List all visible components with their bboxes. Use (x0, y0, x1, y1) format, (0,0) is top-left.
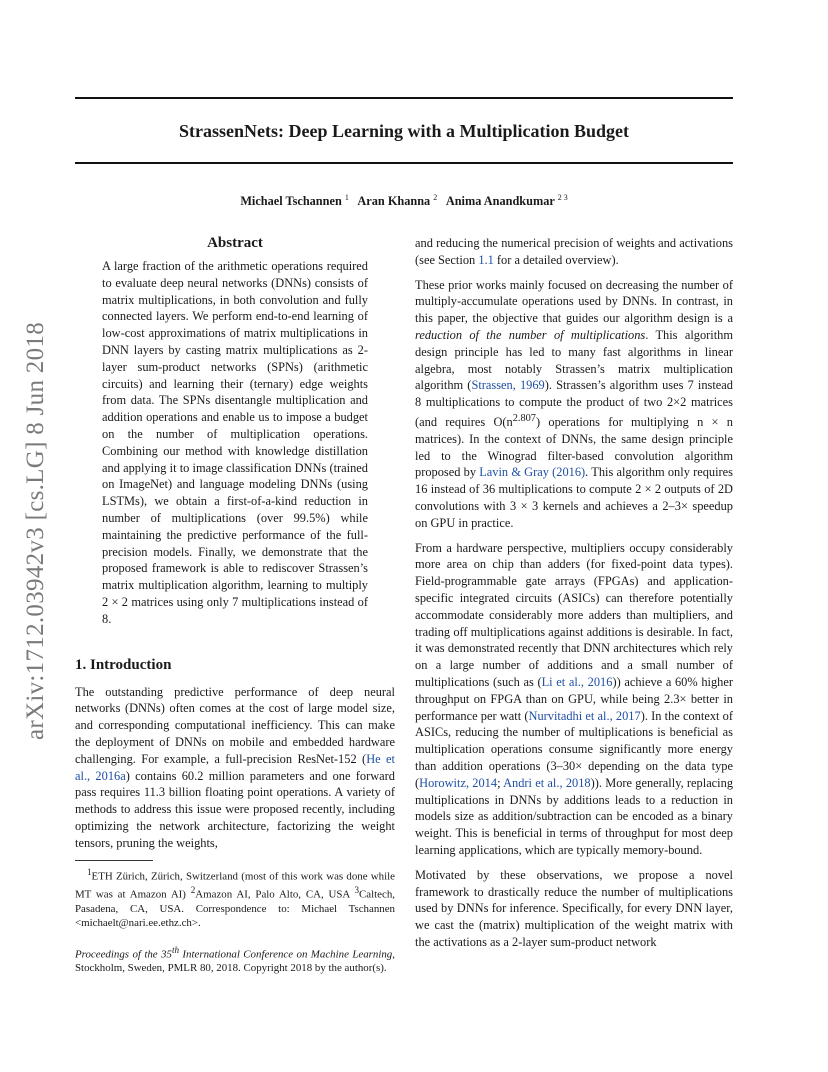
top-rule (75, 97, 733, 99)
abstract-text: A large fraction of the arithmetic operations required to evaluate deep neural networks (DNNs) consists of matrix multiplications, in both convolution and fully connected layers. We perform end-to-end learning of low-cost approximations of matrix multiplications in DNN layers by casting matrix multiplications as 2-layer sum-product networks (SPNs) (arithmetic circuits) and learning their (ternary) edge weights from data. The SPNs disentangle multiplication and addition operations and enable us to impose a budget on the number of multiplication operations. Combining our method with knowledge distillation and applying it to image classification DNNs (trained on ImageNet) and language modeling DNNs (using LSTMs), we obtain a first-of-a-kind reduction in number of multiplications (over 99.5%) while maintaining the predictive performance of the full-precision models. Finally, we demonstrate that the proposed framework is able to rediscover Strassen’s matrix multiplication algorithm, learning to multiply 2 × 2 matrices using only 7 multiplications instead of 8. (102, 259, 368, 626)
section-heading-introduction: 1. Introduction (75, 656, 172, 673)
arxiv-stamp: arXiv:1712.03942v3 [cs.LG] 8 Jun 2018 (22, 322, 49, 740)
author-list (75, 193, 733, 209)
citation-link[interactable]: Strassen, 1969 (471, 378, 545, 393)
right-column (415, 235, 733, 951)
intro-paragraph: Motivated by these observations, we propose a novel framework to drastically reduce the number of multiplications used by DNNs for inference. Specifically, for every DNN layer, we cast the (matrix) multiplication of the weight matrix with the activations as a 2-layer sum-product network (415, 867, 733, 949)
author-name: Anima Anandkumar (445, 194, 555, 209)
intro-paragraph: From a hardware perspective, multipliers occupy considerably more area on chip than adders (for fixed-point data types). Field-programmable gate arrays (FPGAs) and application-specific integrated circuits (ASICs) can therefore potentially accommodate considerably more adders than multipliers, and trading off multiplications against additions is desirable. In fact, it was demonstrated recently that DNN architectures which rely on a large number of additions and a small number of multiplications (such as (Li et al., 2016)) achieve a 60% higher throughput on FPGA than on GPU, while being 2.3× better in performance per watt (Nurvitadhi et al., 2017). In the context of ASICs, reducing the number of multiplications is beneficial as multiplication operations consume significantly more energy than addition operations (3–30× depending on the data type (Horowitz, 2014; Andri et al., 2018)). More generally, replacing multiplications in DNNs by additions leads to a reduction in models size as addition/subtraction can be encoded as a binary weight. This is beneficial in terms of throughput for most deep learning applications, which are typically memory-bound. (415, 540, 734, 858)
citation-link[interactable]: Andri et al., 2018 (503, 775, 591, 790)
footnote-divider (75, 860, 153, 861)
intro-paragraph: These prior works mainly focused on decreasing the number of multiply-accumulate operations used by DNNs. In contrast, in this paper, the objective that guides our algorithm design is a reduction of the number of multiplications. This algorithm design principle has led to many fast algorithms in linear algebra, most notably Strassen’s matrix multiplication algorithm (Strassen, 1969). Strassen’s algorithm uses 7 instead 8 multiplications to compute the product of two 2×2 matrices (and requires $O(n^{2.807})$ operations for multiplying n × n matrices). In the context of DNNs, the same design principle led to the Winograd filter-based convolution algorithm proposed by Lavin & Gray (2016). This algorithm only requires 16 instead of 36 multiplications to compute 2 × 2 outputs of 2D convolutions with 3 × 3 kernels and achieves a 2–3× speedup on GPU in practice. (415, 277, 733, 530)
author-name: Aran Khanna (357, 194, 431, 209)
citation-link[interactable]: Lavin & Gray (2016) (479, 465, 586, 480)
citation-link[interactable]: Horowitz, 2014 (419, 775, 498, 790)
author-affiliation-mark: 1 (344, 193, 349, 202)
affiliation-footnote: $^1$ETH Zürich, Zürich, Switzerland (most of this work was done while MT was at Amazon AI) $^2$Amazon AI, Palo Alto, CA, USA $^3$Caltech, Pasadena, CA, USA. Correspondence to: Michael Tschannen <michaelt@nari.ee.ethz.ch>. (75, 866, 395, 930)
section-link[interactable]: 1.1 (478, 252, 494, 267)
abstract-heading: Abstract (207, 235, 263, 251)
left-column (75, 235, 395, 976)
author-affiliation-mark: 2 (433, 193, 438, 202)
intro-paragraph: The outstanding predictive performance of deep neural networks (DNNs) often comes at the cost of large model size, and corresponding computational inefficiency. This can make the deployment of DNNs on mobile and embedded hardware challenging. For example, a full-precision ResNet-152 (He et al., 2016a) contains 60.2 million parameters and one forward pass requires 11.3 billion floating point operations. A variety of methods to address this issue were proposed recently, including optimizing the network architecture, factorizing the weight tensors, pruning the weights, (75, 684, 395, 850)
intro-paragraph: and reducing the numerical precision of weights and activations (see Section 1.1 for a detailed overview). (415, 236, 733, 267)
proceedings-notice: Proceedings of the 35th International Conference on Machine Learning, Stockholm, Sweden, PMLR 80, 2018. Copyright 2018 by the author(s). (75, 944, 395, 975)
paper-title: StrassenNets: Deep Learning with a Multiplication Budget (179, 121, 629, 141)
citation-link[interactable]: Li et al., 2016 (541, 675, 613, 690)
author-affiliation-mark: 2 3 (557, 193, 568, 202)
citation-link[interactable]: Nurvitadhi et al., 2017 (528, 708, 641, 723)
author-name: Michael Tschannen (240, 194, 342, 209)
title-bottom-rule (75, 162, 733, 164)
citation-link[interactable]: He et al., 2016a (75, 751, 395, 783)
